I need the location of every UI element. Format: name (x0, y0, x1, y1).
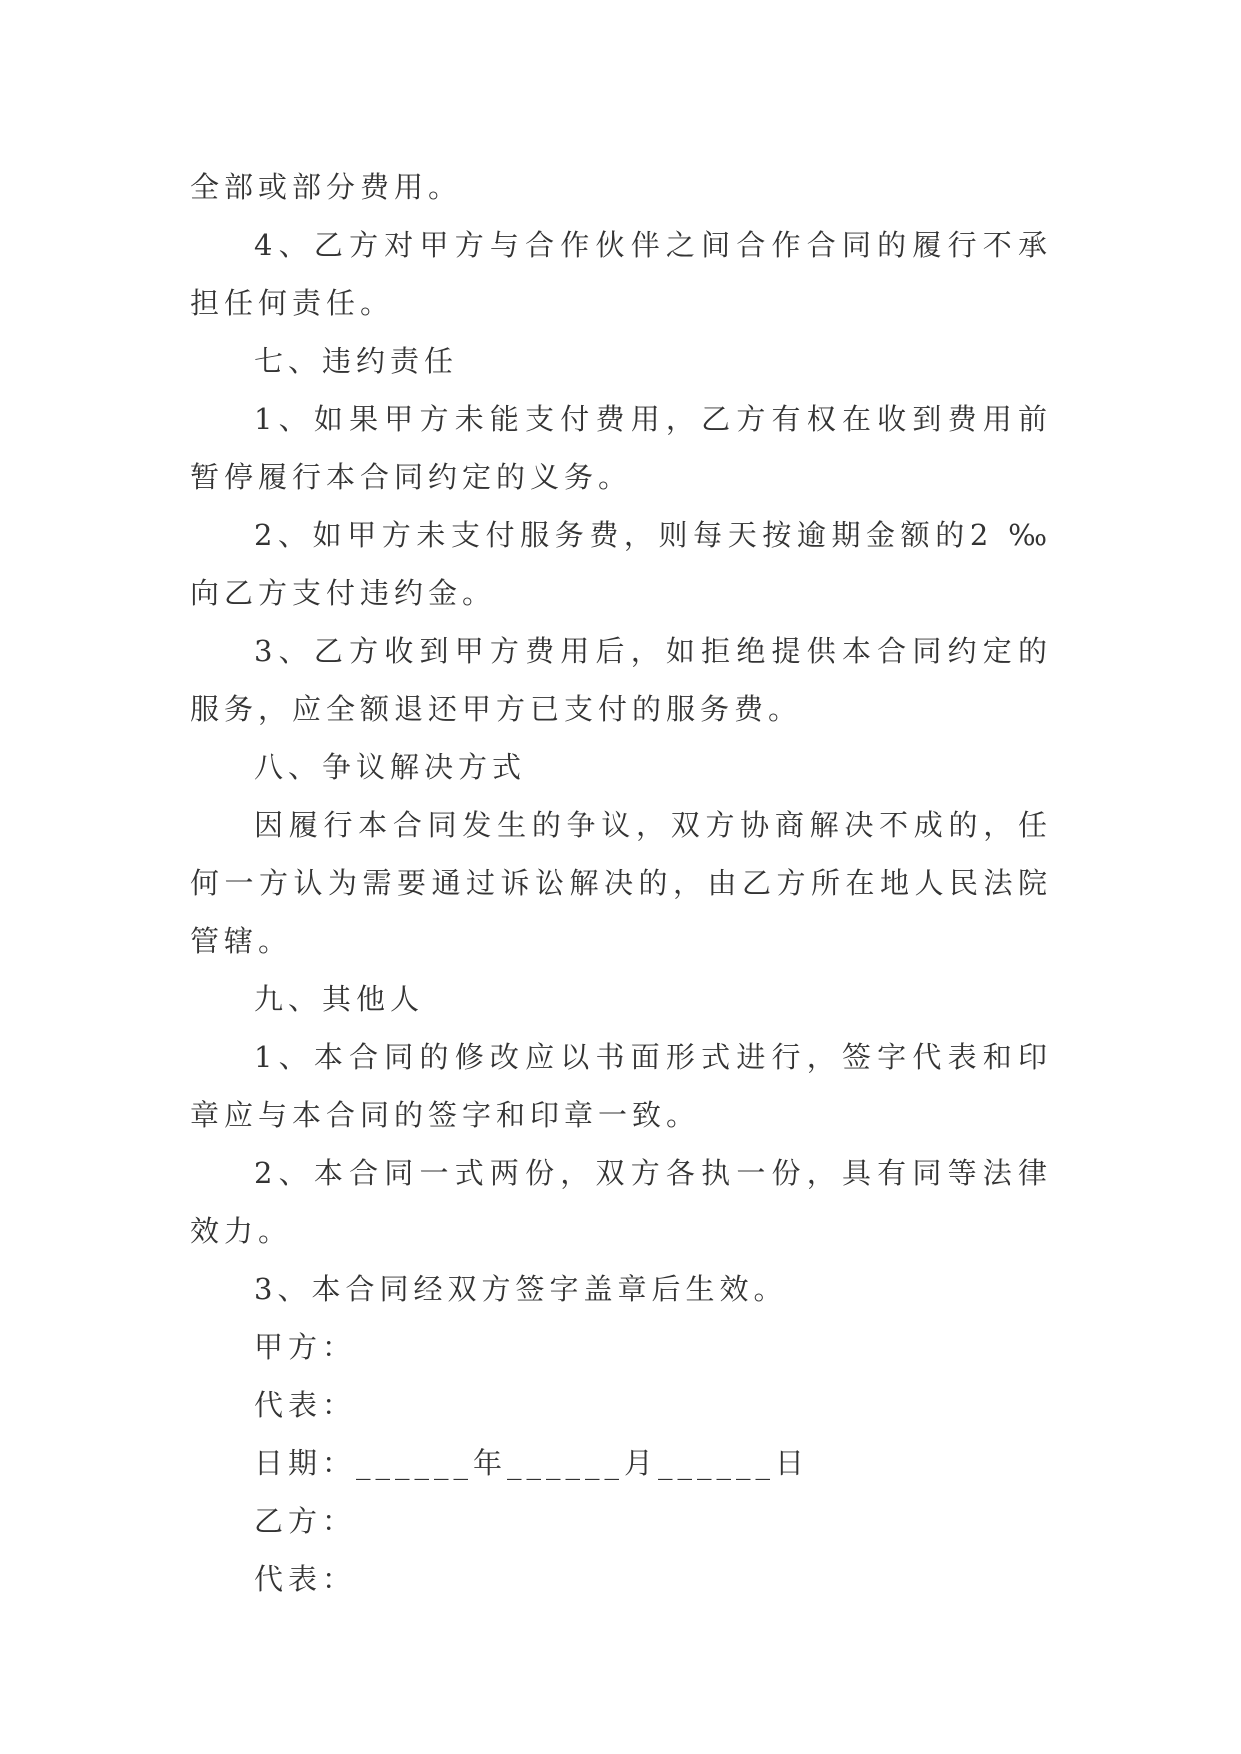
party-a-representative-label: 代表： (254, 1388, 357, 1422)
section-heading-8: 八、争议解决方式 (254, 750, 527, 784)
party-b-label: 乙方： (254, 1504, 357, 1538)
section-heading-9: 九、其他人 (254, 982, 425, 1016)
signature-block (190, 1318, 1052, 1608)
clause-8-text: 因履行本合同发生的争议，双方协商解决不成的，任何一方认为需要通过诉讼解决的，由乙方所在地人民法院管辖。 (190, 808, 1052, 958)
party-b-representative-label: 代表： (254, 1562, 357, 1596)
party-a-label: 甲方： (254, 1330, 357, 1364)
clause-7-2: 2、如甲方未支付服务费，则每天按逾期金额的2 ‰向乙方支付违约金。 (190, 518, 1052, 610)
clause-9-3: 3、本合同经双方签字盖章后生效。 (254, 1272, 788, 1306)
document-body (190, 158, 1052, 1608)
clause-7-3: 3、乙方收到甲方费用后，如拒绝提供本合同约定的服务，应全额退还甲方已支付的服务费。 (190, 634, 1052, 726)
section-heading-7: 七、违约责任 (254, 344, 459, 378)
clause-6-4: 4、乙方对甲方与合作伙伴之间合作合同的履行不承担任何责任。 (190, 228, 1052, 320)
clause-9-1: 1、本合同的修改应以书面形式进行，签字代表和印章应与本合同的签字和印章一致。 (190, 1040, 1052, 1132)
date-line: 日期：______年______月______日 (254, 1446, 810, 1480)
clause-9-2: 2、本合同一式两份，双方各执一份，具有同等法律效力。 (190, 1156, 1052, 1248)
clause-7-1: 1、如果甲方未能支付费用，乙方有权在收到费用前暂停履行本合同约定的义务。 (190, 402, 1052, 494)
paragraph-continued: 全部或部分费用。 (190, 170, 463, 204)
